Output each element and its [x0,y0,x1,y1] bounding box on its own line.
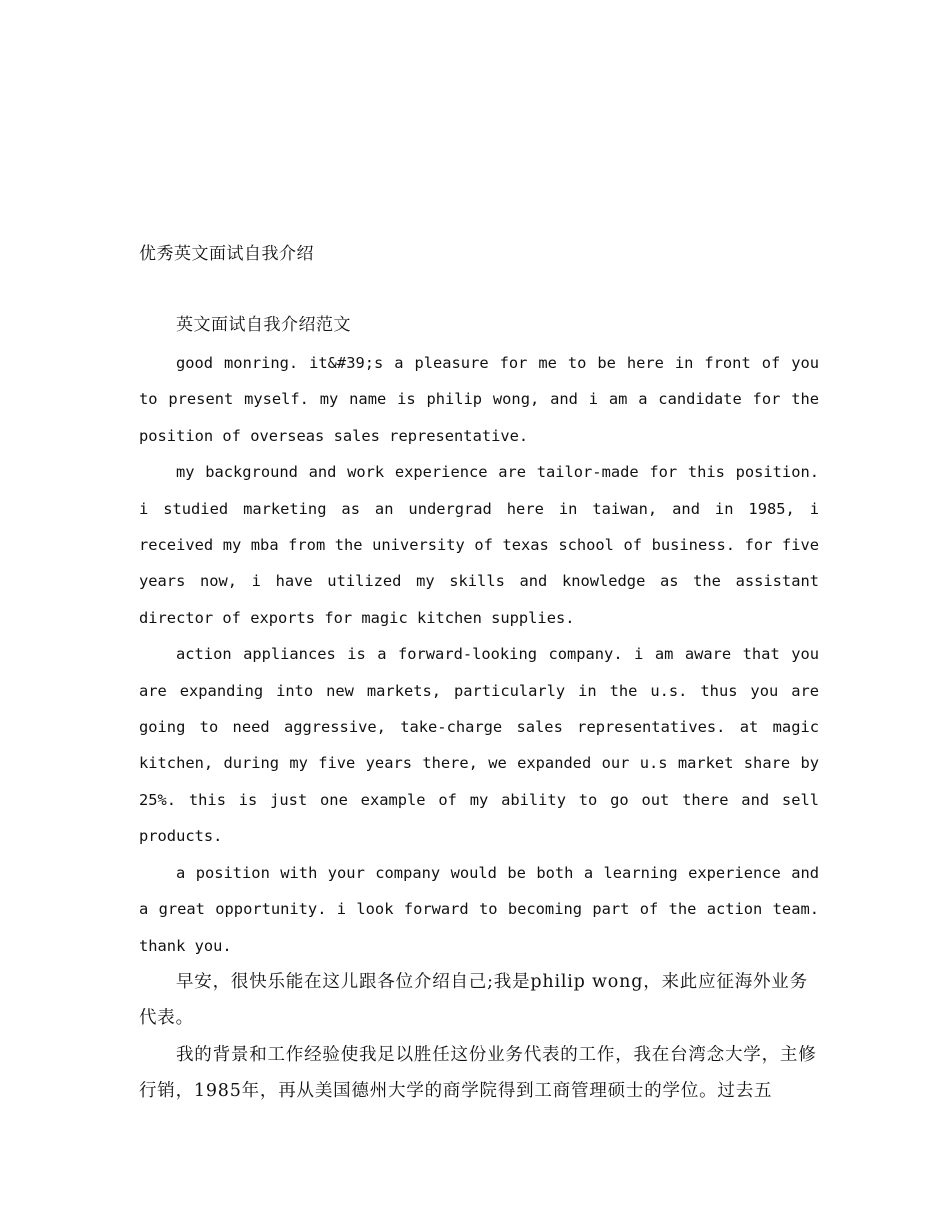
chinese-paragraph: 早安，很快乐能在这儿跟各位介绍自己;我是philip wong，来此应征海外业务代表。 [139,971,808,1029]
chinese-paragraph: 我的背景和工作经验使我足以胜任这份业务代表的工作，我在台湾念大学，主修行销，1985年，再从美国德州大学的商学院得到工商管理硕士的学位。过去五 [139,1044,817,1102]
english-paragraph: action appliances is a forward-looking company. i am aware that you are expanding into new markets, particularly in the u.s. thus you are going to need aggressive, take-charge sales representatives. at magic kitchen, during my five years there, we expanded our u.s market share by 25%. this is just one example of my ability to go out there and sell products. [139,645,819,846]
english-paragraph: my background and work experience are tailor-made for this position. i studied marketing as an undergrad here in taiwan, and in 1985, i received my mba from the university of texas school of business. for five years now, i have utilized my skills and knowledge as the assistant director of exports for magic kitchen supplies. [139,463,819,627]
document-page [139,0,819,1230]
document-title: 优秀英文面试自我介绍 [139,244,314,264]
english-paragraph: a position with your company would be both a learning experience and a great opportunity. i look forward to becoming part of the action team. thank you. [139,863,819,955]
section-heading: 英文面试自我介绍范文 [176,315,351,335]
document-body [139,345,819,1110]
english-paragraph: good monring. it&#39;s a pleasure for me to be here in front of you to present myself. my name is philip wong, and i am a candidate for the position of overseas sales representative. [139,354,819,445]
